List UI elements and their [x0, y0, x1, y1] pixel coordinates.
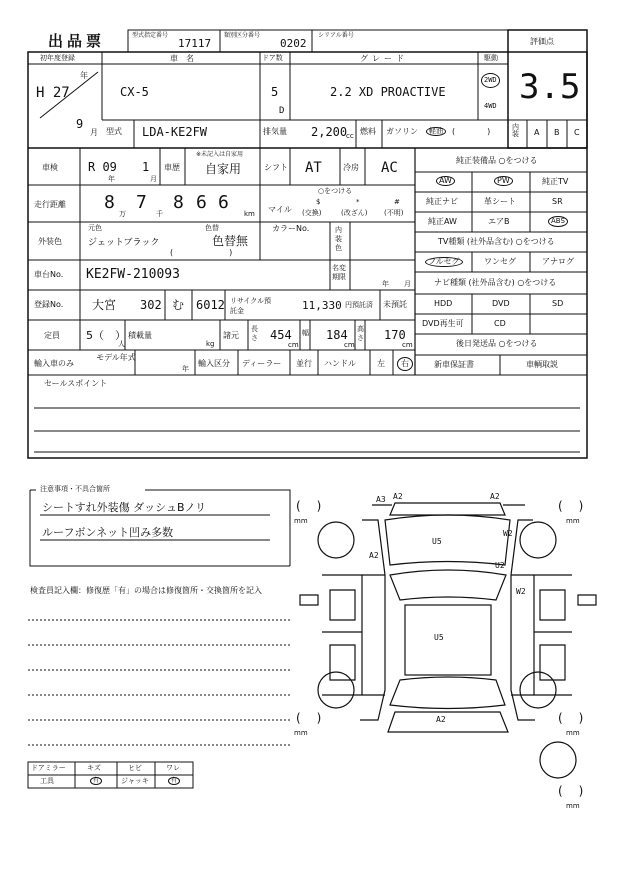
- car-diagram: [300, 503, 596, 778]
- displacement-value: 2,200: [311, 125, 348, 139]
- meter-dollar: $: [316, 198, 321, 206]
- drive-label: 駆動: [484, 54, 498, 62]
- legend-scratch: キズ: [87, 764, 101, 772]
- model-cert-value: 17117: [178, 37, 212, 50]
- inspector-title: 検査員記入欄：修復歴「有」の場合は修復箇所・交換箇所を記入: [30, 586, 262, 595]
- history-value: 自家用: [205, 162, 242, 176]
- interior-label: 内装: [512, 123, 519, 138]
- tire-unit-rr: mm: [566, 729, 580, 737]
- history-note: ※未記入は自家用: [196, 151, 244, 158]
- doors-label: ドア数: [262, 54, 283, 62]
- drive-2wd: 2WD: [481, 73, 500, 88]
- legend-jack: ジャッキ: [121, 777, 149, 785]
- navi-sd: SD: [552, 299, 564, 308]
- interior-grade-b: B: [554, 128, 560, 137]
- first-reg-year-unit: 年: [80, 71, 88, 80]
- equip-leather: 革シート: [484, 197, 516, 206]
- color-paren: ( ): [170, 248, 233, 257]
- inspection-year-unit: 年: [108, 175, 115, 183]
- name-change-label: 名変期限: [332, 264, 346, 281]
- equipment-title: 純正装備品 ○をつける: [456, 156, 538, 165]
- class-value: 0202: [280, 37, 307, 50]
- legend-break: ワレ: [166, 764, 180, 772]
- legend-door-mirror: ドアミラー: [31, 764, 66, 772]
- mark-right-front-w2: W2: [503, 529, 513, 538]
- mileage-digit-4: 6: [196, 192, 207, 213]
- meter-circle-note: ○をつける: [318, 187, 353, 195]
- displacement-unit: cc: [346, 132, 354, 140]
- length-value: 454: [270, 328, 292, 342]
- int-color-label: 内装色: [335, 226, 342, 252]
- tv-analog: アナログ: [542, 257, 574, 266]
- equip-tv: 純正TV: [542, 177, 569, 186]
- length-unit: cm: [288, 341, 299, 349]
- parallel-label: 並行: [296, 359, 312, 368]
- capacity-label: 定員: [44, 331, 60, 340]
- inspection-label: 車検: [42, 163, 58, 172]
- mark-front-a3: A3: [376, 495, 386, 504]
- equip-pw: PW: [494, 176, 513, 186]
- tire-unit-fl: mm: [294, 517, 308, 525]
- capacity-value: 5（ ）: [86, 329, 126, 342]
- mark-left-front: A2: [369, 551, 379, 560]
- fuel-gasoline: ガソリン: [386, 127, 418, 136]
- equip-sr: SR: [552, 197, 563, 206]
- load-label: 積載量: [128, 331, 152, 340]
- mark-right-front-u2: U2: [495, 561, 505, 570]
- color-no-label: カラーNo.: [272, 224, 310, 233]
- model-year-label: モデル年式: [96, 353, 136, 362]
- mark-rear: A2: [436, 715, 446, 724]
- legend-tools-yes: 有: [90, 777, 102, 785]
- mark-front-a2-right: A2: [490, 492, 500, 501]
- mileage-digit-2: 7: [136, 192, 147, 213]
- car-name-label: 車 名: [170, 54, 194, 63]
- model-cert-label: 型式指定番号: [132, 32, 169, 39]
- first-reg-month-unit: 月: [90, 128, 98, 137]
- tv-fullseg: フルセグ: [425, 257, 463, 267]
- color-label: 色替: [205, 224, 219, 232]
- mark-front-a2-left: A2: [393, 492, 403, 501]
- tire-bracket-rr: ( ): [558, 711, 586, 725]
- recycle-unpaid: 未預託: [383, 300, 407, 309]
- recycle-unit: 円預託済: [345, 301, 373, 309]
- import-label: 輸入車のみ: [34, 359, 74, 368]
- chassis-label: 車台No.: [34, 270, 64, 279]
- length-label: 長さ: [251, 325, 258, 342]
- mileage-label: 走行距離: [34, 200, 66, 209]
- orig-color-label: 元色: [88, 224, 102, 232]
- later-title: 後日発送品 ○をつける: [456, 339, 538, 348]
- plate-class: 302: [140, 298, 162, 312]
- mileage-sen: 千: [156, 210, 163, 218]
- meter-mile: マイル: [268, 205, 292, 214]
- ac-value: AC: [381, 160, 398, 176]
- dealer-label: ディーラー: [242, 359, 282, 368]
- shift-value: AT: [305, 160, 322, 176]
- shift-label: シフト: [264, 163, 288, 172]
- serial-label: シリアル番号: [318, 32, 354, 39]
- recycle-value: 11,330: [302, 299, 342, 312]
- notes-line-1: シートすれ外装傷 ダッシュBノリ: [42, 501, 207, 514]
- mark-roof: U5: [434, 633, 444, 642]
- meter-tampered: (改ざん): [341, 209, 368, 217]
- mileage-digit-5: 6: [218, 192, 229, 213]
- tire-bracket-rl: ( ): [296, 711, 324, 725]
- dims-label: 諸元: [223, 331, 239, 340]
- height-label: 高さ: [357, 325, 364, 342]
- first-reg-era: H 27: [36, 85, 70, 101]
- tv-oneseg: ワンセグ: [484, 257, 516, 266]
- mileage-digit-1: 8: [104, 192, 115, 213]
- score-value: 3.5: [519, 67, 581, 107]
- plate-area: 大宮: [92, 298, 117, 312]
- inspection-month: 1: [142, 160, 150, 174]
- orig-color-value: ジェットブラック: [88, 238, 160, 248]
- width-label: 幅: [302, 329, 309, 337]
- navi-cd: CD: [494, 319, 506, 328]
- equip-abs: ABS: [548, 216, 568, 227]
- model-type-value: LDA-KE2FW: [142, 125, 208, 139]
- notes-line-2: ルーフボンネット凹み多数: [42, 526, 174, 539]
- handle-label: ハンドル: [324, 359, 356, 368]
- tire-unit-rl: mm: [294, 729, 308, 737]
- grade-label: グレード: [360, 54, 408, 63]
- plate-number: 6012: [196, 298, 225, 312]
- model-type-label: 型式: [106, 127, 122, 136]
- tire-unit-fr: mm: [566, 517, 580, 525]
- meter-unknown: (不明): [384, 209, 404, 217]
- chassis-value: KE2FW-210093: [86, 267, 180, 282]
- width-unit: cm: [344, 341, 355, 349]
- equip-genuine-aw: 純正AW: [428, 217, 457, 226]
- later-warranty: 新車保証書: [434, 360, 474, 369]
- ac-label: 冷房: [343, 163, 359, 172]
- navi-dvd: DVD: [492, 299, 510, 308]
- navi-title: ナビ種類 (社外品含む) ○をつける: [434, 278, 557, 287]
- equip-airbag: エアB: [488, 217, 510, 226]
- inspection-era: R 09: [88, 160, 117, 174]
- sales-point-label: セールスポイント: [44, 379, 108, 388]
- tire-unit-spare: mm: [566, 802, 580, 810]
- tire-bracket-spare: ( ): [558, 784, 586, 798]
- drive-4wd: 4WD: [484, 102, 497, 110]
- history-label: 車歴: [164, 163, 180, 172]
- load-unit: kg: [206, 340, 215, 348]
- first-reg-label: 初年度登録: [40, 54, 75, 62]
- meter-star: *: [356, 198, 360, 206]
- grade-value: 2.2 XD PROACTIVE: [330, 85, 446, 99]
- fuel-paren: ( ): [452, 127, 491, 136]
- mileage-man: 万: [119, 210, 126, 218]
- inspection-month-unit: 月: [150, 175, 157, 183]
- legend-crack: ヒビ: [128, 764, 142, 772]
- ext-color-label: 外装色: [38, 237, 62, 246]
- height-value: 170: [384, 328, 406, 342]
- plate-label: 登録No.: [34, 300, 64, 309]
- mark-hood: U5: [432, 537, 442, 546]
- mileage-unit: km: [244, 210, 255, 218]
- tv-title: TV種類 (社外品含む) ○をつける: [438, 237, 555, 246]
- car-name-value: CX-5: [120, 85, 149, 99]
- plate-kana: む: [172, 298, 185, 312]
- recycle-label: リサイクル預託金: [230, 297, 272, 315]
- interior-grade-c: C: [574, 128, 580, 137]
- notes-title: 注意事項・不具合箇所: [40, 485, 110, 493]
- fuel-label: 燃料: [360, 127, 376, 136]
- navi-dvd-play: DVD再生可: [422, 319, 464, 328]
- displacement-label: 排気量: [263, 127, 287, 136]
- equip-aw: AW: [436, 176, 455, 186]
- name-change-month: 月: [404, 280, 411, 288]
- equip-navi: 純正ナビ: [426, 197, 458, 206]
- class-label: 類別区分番号: [224, 32, 261, 39]
- doors-value: 5: [271, 85, 279, 99]
- fuel-diesel: 軽油: [426, 127, 446, 136]
- left-handle: 左: [377, 359, 385, 368]
- name-change-year: 年: [382, 280, 389, 288]
- first-reg-month: 9: [76, 117, 84, 131]
- later-manual: 車輌取説: [526, 360, 558, 369]
- right-handle: 右: [397, 357, 413, 371]
- doors-sub: D: [279, 106, 285, 116]
- meter-exchange: (交換): [302, 209, 322, 217]
- width-value: 184: [326, 328, 348, 342]
- color-value: 色替無: [212, 234, 249, 248]
- mileage-digit-3: 8: [173, 192, 184, 213]
- form-title: 出品票: [48, 32, 106, 50]
- meter-hash: #: [394, 198, 400, 206]
- capacity-unit: 人: [118, 340, 125, 348]
- mark-right-side-w2: W2: [516, 587, 526, 596]
- height-unit: cm: [402, 341, 413, 349]
- tire-bracket-fr: ( ): [558, 499, 586, 513]
- legend-tools: 工具: [40, 777, 54, 785]
- import-class-label: 輸入区分: [198, 359, 230, 368]
- navi-hdd: HDD: [434, 299, 453, 308]
- score-label: 評価点: [530, 37, 554, 46]
- legend-jack-yes: 有: [168, 777, 180, 785]
- model-year-unit: 年: [182, 365, 189, 373]
- interior-grade-a: A: [534, 128, 540, 137]
- tire-bracket-fl: ( ): [296, 499, 324, 513]
